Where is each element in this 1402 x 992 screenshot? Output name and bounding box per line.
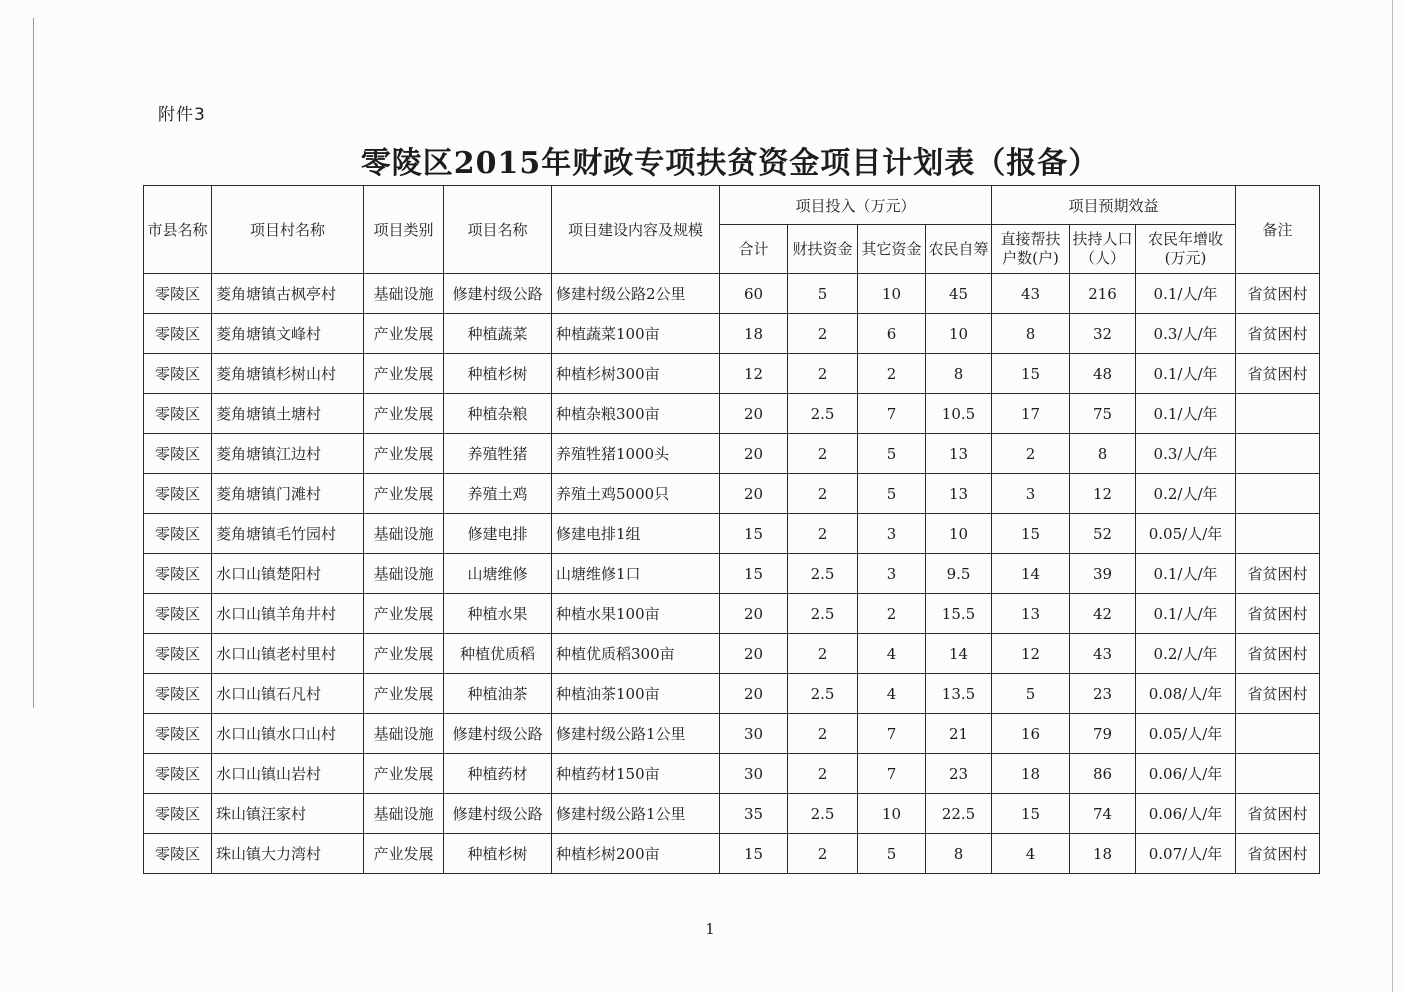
cell-income: 0.07/人/年 bbox=[1136, 834, 1236, 874]
cell-remark bbox=[1236, 514, 1320, 554]
cell-fiscal-funds: 2.5 bbox=[788, 674, 858, 714]
cell-category: 产业发展 bbox=[364, 394, 444, 434]
cell-farmer-funds: 45 bbox=[926, 274, 992, 314]
cell-category: 产业发展 bbox=[364, 834, 444, 874]
header-total: 合计 bbox=[720, 225, 788, 274]
cell-village: 水口山镇老村里村 bbox=[212, 634, 364, 674]
cell-income: 0.1/人/年 bbox=[1136, 394, 1236, 434]
cell-total: 60 bbox=[720, 274, 788, 314]
cell-project: 修建村级公路 bbox=[444, 794, 552, 834]
cell-income: 0.2/人/年 bbox=[1136, 474, 1236, 514]
cell-remark: 省贫困村 bbox=[1236, 674, 1320, 714]
cell-village: 菱角塘镇江边村 bbox=[212, 434, 364, 474]
cell-category: 产业发展 bbox=[364, 634, 444, 674]
page-edge-line bbox=[1392, 0, 1393, 992]
cell-remark: 省贫困村 bbox=[1236, 594, 1320, 634]
cell-remark: 省贫困村 bbox=[1236, 314, 1320, 354]
cell-fiscal-funds: 2.5 bbox=[788, 554, 858, 594]
cell-county: 零陵区 bbox=[144, 794, 212, 834]
cell-remark bbox=[1236, 714, 1320, 754]
cell-village: 水口山镇石凡村 bbox=[212, 674, 364, 714]
cell-village: 菱角塘镇古枫亭村 bbox=[212, 274, 364, 314]
table-row bbox=[144, 474, 1320, 514]
cell-category: 产业发展 bbox=[364, 434, 444, 474]
header-farmer-funds: 农民自筹 bbox=[926, 225, 992, 274]
cell-content: 修建村级公路1公里 bbox=[552, 794, 720, 834]
cell-income: 0.06/人/年 bbox=[1136, 794, 1236, 834]
header-village: 项目村名称 bbox=[212, 186, 364, 274]
cell-project: 种植药材 bbox=[444, 754, 552, 794]
cell-farmer-funds: 13.5 bbox=[926, 674, 992, 714]
cell-category: 基础设施 bbox=[364, 794, 444, 834]
cell-fiscal-funds: 2.5 bbox=[788, 394, 858, 434]
header-investment-group: 项目投入（万元） bbox=[720, 186, 992, 225]
cell-total: 30 bbox=[720, 754, 788, 794]
cell-county: 零陵区 bbox=[144, 314, 212, 354]
cell-project: 修建电排 bbox=[444, 514, 552, 554]
cell-content: 养殖牲猪1000头 bbox=[552, 434, 720, 474]
cell-households: 4 bbox=[992, 834, 1070, 874]
cell-project: 山塘维修 bbox=[444, 554, 552, 594]
cell-households: 13 bbox=[992, 594, 1070, 634]
table-row bbox=[144, 634, 1320, 674]
cell-county: 零陵区 bbox=[144, 594, 212, 634]
header-income: 农民年增收(万元) bbox=[1136, 225, 1236, 274]
cell-income: 0.05/人/年 bbox=[1136, 714, 1236, 754]
cell-fiscal-funds: 2 bbox=[788, 474, 858, 514]
header-category: 项目类别 bbox=[364, 186, 444, 274]
table-row bbox=[144, 834, 1320, 874]
cell-population: 12 bbox=[1070, 474, 1136, 514]
cell-farmer-funds: 10.5 bbox=[926, 394, 992, 434]
cell-project: 修建村级公路 bbox=[444, 714, 552, 754]
header-fiscal-funds: 财扶资金 bbox=[788, 225, 858, 274]
cell-county: 零陵区 bbox=[144, 474, 212, 514]
cell-households: 8 bbox=[992, 314, 1070, 354]
cell-households: 43 bbox=[992, 274, 1070, 314]
cell-other-funds: 7 bbox=[858, 754, 926, 794]
cell-farmer-funds: 8 bbox=[926, 354, 992, 394]
cell-total: 20 bbox=[720, 474, 788, 514]
cell-content: 种植药材150亩 bbox=[552, 754, 720, 794]
cell-farmer-funds: 10 bbox=[926, 514, 992, 554]
cell-village: 水口山镇楚阳村 bbox=[212, 554, 364, 594]
cell-village: 菱角塘镇杉树山村 bbox=[212, 354, 364, 394]
cell-fiscal-funds: 5 bbox=[788, 274, 858, 314]
cell-content: 种植水果100亩 bbox=[552, 594, 720, 634]
cell-project: 种植油茶 bbox=[444, 674, 552, 714]
header-households: 直接帮扶户数(户) bbox=[992, 225, 1070, 274]
cell-households: 12 bbox=[992, 634, 1070, 674]
cell-income: 0.1/人/年 bbox=[1136, 354, 1236, 394]
header-remarks: 备注 bbox=[1236, 186, 1320, 274]
cell-farmer-funds: 15.5 bbox=[926, 594, 992, 634]
cell-income: 0.1/人/年 bbox=[1136, 554, 1236, 594]
cell-other-funds: 3 bbox=[858, 514, 926, 554]
cell-village: 菱角塘镇毛竹园村 bbox=[212, 514, 364, 554]
cell-total: 18 bbox=[720, 314, 788, 354]
cell-total: 20 bbox=[720, 434, 788, 474]
table-row bbox=[144, 274, 1320, 314]
header-content: 项目建设内容及规模 bbox=[552, 186, 720, 274]
cell-village: 水口山镇羊角井村 bbox=[212, 594, 364, 634]
table-row bbox=[144, 554, 1320, 594]
cell-fiscal-funds: 2 bbox=[788, 354, 858, 394]
cell-other-funds: 10 bbox=[858, 274, 926, 314]
cell-income: 0.1/人/年 bbox=[1136, 274, 1236, 314]
cell-content: 修建村级公路1公里 bbox=[552, 714, 720, 754]
cell-income: 0.1/人/年 bbox=[1136, 594, 1236, 634]
cell-remark bbox=[1236, 394, 1320, 434]
cell-population: 86 bbox=[1070, 754, 1136, 794]
cell-households: 15 bbox=[992, 514, 1070, 554]
header-other-funds: 其它资金 bbox=[858, 225, 926, 274]
cell-households: 15 bbox=[992, 794, 1070, 834]
cell-village: 珠山镇大力湾村 bbox=[212, 834, 364, 874]
cell-population: 52 bbox=[1070, 514, 1136, 554]
table-row bbox=[144, 314, 1320, 354]
cell-category: 产业发展 bbox=[364, 474, 444, 514]
cell-fiscal-funds: 2 bbox=[788, 634, 858, 674]
cell-category: 基础设施 bbox=[364, 714, 444, 754]
cell-other-funds: 4 bbox=[858, 674, 926, 714]
cell-households: 14 bbox=[992, 554, 1070, 594]
cell-farmer-funds: 9.5 bbox=[926, 554, 992, 594]
cell-income: 0.3/人/年 bbox=[1136, 314, 1236, 354]
cell-remark bbox=[1236, 434, 1320, 474]
cell-county: 零陵区 bbox=[144, 514, 212, 554]
cell-remark: 省贫困村 bbox=[1236, 794, 1320, 834]
cell-fiscal-funds: 2.5 bbox=[788, 594, 858, 634]
table-row bbox=[144, 434, 1320, 474]
cell-fiscal-funds: 2 bbox=[788, 714, 858, 754]
cell-content: 种植杉树200亩 bbox=[552, 834, 720, 874]
cell-village: 菱角塘镇土塘村 bbox=[212, 394, 364, 434]
cell-county: 零陵区 bbox=[144, 714, 212, 754]
cell-population: 75 bbox=[1070, 394, 1136, 434]
cell-total: 15 bbox=[720, 514, 788, 554]
header-county: 市县名称 bbox=[144, 186, 212, 274]
cell-content: 种植杉树300亩 bbox=[552, 354, 720, 394]
table-row bbox=[144, 794, 1320, 834]
cell-total: 30 bbox=[720, 714, 788, 754]
table-row bbox=[144, 394, 1320, 434]
cell-category: 产业发展 bbox=[364, 594, 444, 634]
cell-project: 养殖牲猪 bbox=[444, 434, 552, 474]
cell-content: 修建电排1组 bbox=[552, 514, 720, 554]
cell-content: 种植优质稻300亩 bbox=[552, 634, 720, 674]
cell-fiscal-funds: 2 bbox=[788, 434, 858, 474]
cell-population: 39 bbox=[1070, 554, 1136, 594]
cell-total: 35 bbox=[720, 794, 788, 834]
cell-remark: 省贫困村 bbox=[1236, 834, 1320, 874]
cell-county: 零陵区 bbox=[144, 354, 212, 394]
cell-other-funds: 7 bbox=[858, 714, 926, 754]
cell-project: 种植杉树 bbox=[444, 834, 552, 874]
margin-line bbox=[33, 18, 34, 708]
cell-county: 零陵区 bbox=[144, 754, 212, 794]
cell-population: 216 bbox=[1070, 274, 1136, 314]
cell-population: 42 bbox=[1070, 594, 1136, 634]
cell-remark bbox=[1236, 754, 1320, 794]
cell-income: 0.08/人/年 bbox=[1136, 674, 1236, 714]
cell-total: 20 bbox=[720, 394, 788, 434]
cell-income: 0.05/人/年 bbox=[1136, 514, 1236, 554]
cell-fiscal-funds: 2 bbox=[788, 314, 858, 354]
cell-village: 水口山镇山岩村 bbox=[212, 754, 364, 794]
cell-county: 零陵区 bbox=[144, 274, 212, 314]
cell-remark bbox=[1236, 474, 1320, 514]
cell-farmer-funds: 10 bbox=[926, 314, 992, 354]
table-row bbox=[144, 754, 1320, 794]
cell-total: 15 bbox=[720, 554, 788, 594]
cell-content: 山塘维修1口 bbox=[552, 554, 720, 594]
cell-category: 产业发展 bbox=[364, 314, 444, 354]
cell-total: 20 bbox=[720, 594, 788, 634]
cell-category: 基础设施 bbox=[364, 274, 444, 314]
cell-farmer-funds: 22.5 bbox=[926, 794, 992, 834]
cell-remark: 省贫困村 bbox=[1236, 554, 1320, 594]
cell-remark: 省贫困村 bbox=[1236, 354, 1320, 394]
cell-village: 菱角塘镇文峰村 bbox=[212, 314, 364, 354]
cell-farmer-funds: 13 bbox=[926, 474, 992, 514]
cell-content: 养殖土鸡5000只 bbox=[552, 474, 720, 514]
cell-fiscal-funds: 2 bbox=[788, 754, 858, 794]
cell-population: 8 bbox=[1070, 434, 1136, 474]
cell-households: 5 bbox=[992, 674, 1070, 714]
cell-households: 2 bbox=[992, 434, 1070, 474]
table-row bbox=[144, 714, 1320, 754]
header-project: 项目名称 bbox=[444, 186, 552, 274]
cell-farmer-funds: 13 bbox=[926, 434, 992, 474]
cell-remark: 省贫困村 bbox=[1236, 634, 1320, 674]
cell-fiscal-funds: 2.5 bbox=[788, 794, 858, 834]
cell-population: 43 bbox=[1070, 634, 1136, 674]
cell-other-funds: 4 bbox=[858, 634, 926, 674]
cell-county: 零陵区 bbox=[144, 634, 212, 674]
cell-category: 基础设施 bbox=[364, 514, 444, 554]
table-row bbox=[144, 674, 1320, 714]
cell-project: 种植水果 bbox=[444, 594, 552, 634]
cell-category: 产业发展 bbox=[364, 754, 444, 794]
cell-other-funds: 5 bbox=[858, 434, 926, 474]
cell-farmer-funds: 21 bbox=[926, 714, 992, 754]
cell-households: 17 bbox=[992, 394, 1070, 434]
cell-households: 16 bbox=[992, 714, 1070, 754]
cell-other-funds: 10 bbox=[858, 794, 926, 834]
cell-other-funds: 7 bbox=[858, 394, 926, 434]
document-title: 零陵区2015年财政专项扶贫资金项目计划表（报备） bbox=[360, 146, 1100, 181]
cell-category: 产业发展 bbox=[364, 674, 444, 714]
cell-households: 3 bbox=[992, 474, 1070, 514]
cell-village: 菱角塘镇门滩村 bbox=[212, 474, 364, 514]
project-plan-table bbox=[143, 185, 1320, 874]
cell-other-funds: 5 bbox=[858, 834, 926, 874]
cell-county: 零陵区 bbox=[144, 394, 212, 434]
table-row bbox=[144, 594, 1320, 634]
cell-income: 0.3/人/年 bbox=[1136, 434, 1236, 474]
cell-fiscal-funds: 2 bbox=[788, 514, 858, 554]
cell-county: 零陵区 bbox=[144, 554, 212, 594]
cell-population: 79 bbox=[1070, 714, 1136, 754]
cell-fiscal-funds: 2 bbox=[788, 834, 858, 874]
cell-total: 20 bbox=[720, 674, 788, 714]
page-number: 1 bbox=[705, 920, 715, 938]
cell-county: 零陵区 bbox=[144, 834, 212, 874]
cell-population: 32 bbox=[1070, 314, 1136, 354]
cell-total: 15 bbox=[720, 834, 788, 874]
cell-population: 74 bbox=[1070, 794, 1136, 834]
cell-population: 23 bbox=[1070, 674, 1136, 714]
cell-population: 48 bbox=[1070, 354, 1136, 394]
cell-content: 修建村级公路2公里 bbox=[552, 274, 720, 314]
cell-households: 18 bbox=[992, 754, 1070, 794]
cell-project: 种植蔬菜 bbox=[444, 314, 552, 354]
table-row bbox=[144, 354, 1320, 394]
cell-income: 0.2/人/年 bbox=[1136, 634, 1236, 674]
cell-total: 12 bbox=[720, 354, 788, 394]
cell-other-funds: 3 bbox=[858, 554, 926, 594]
cell-village: 水口山镇水口山村 bbox=[212, 714, 364, 754]
cell-project: 种植杂粮 bbox=[444, 394, 552, 434]
cell-other-funds: 6 bbox=[858, 314, 926, 354]
cell-farmer-funds: 14 bbox=[926, 634, 992, 674]
header-benefit-group: 项目预期效益 bbox=[992, 186, 1236, 225]
cell-other-funds: 2 bbox=[858, 594, 926, 634]
cell-project: 养殖土鸡 bbox=[444, 474, 552, 514]
cell-income: 0.06/人/年 bbox=[1136, 754, 1236, 794]
cell-county: 零陵区 bbox=[144, 434, 212, 474]
cell-other-funds: 2 bbox=[858, 354, 926, 394]
cell-village: 珠山镇汪家村 bbox=[212, 794, 364, 834]
cell-farmer-funds: 23 bbox=[926, 754, 992, 794]
cell-project: 种植优质稻 bbox=[444, 634, 552, 674]
cell-total: 20 bbox=[720, 634, 788, 674]
table-row bbox=[144, 514, 1320, 554]
cell-county: 零陵区 bbox=[144, 674, 212, 714]
header-population: 扶持人口（人） bbox=[1070, 225, 1136, 274]
cell-remark: 省贫困村 bbox=[1236, 274, 1320, 314]
cell-project: 修建村级公路 bbox=[444, 274, 552, 314]
attachment-label: 附件3 bbox=[158, 105, 206, 125]
cell-category: 基础设施 bbox=[364, 554, 444, 594]
cell-content: 种植杂粮300亩 bbox=[552, 394, 720, 434]
cell-households: 15 bbox=[992, 354, 1070, 394]
cell-farmer-funds: 8 bbox=[926, 834, 992, 874]
cell-population: 18 bbox=[1070, 834, 1136, 874]
cell-content: 种植蔬菜100亩 bbox=[552, 314, 720, 354]
cell-other-funds: 5 bbox=[858, 474, 926, 514]
cell-category: 产业发展 bbox=[364, 354, 444, 394]
cell-project: 种植杉树 bbox=[444, 354, 552, 394]
table-body bbox=[144, 274, 1320, 874]
cell-content: 种植油茶100亩 bbox=[552, 674, 720, 714]
